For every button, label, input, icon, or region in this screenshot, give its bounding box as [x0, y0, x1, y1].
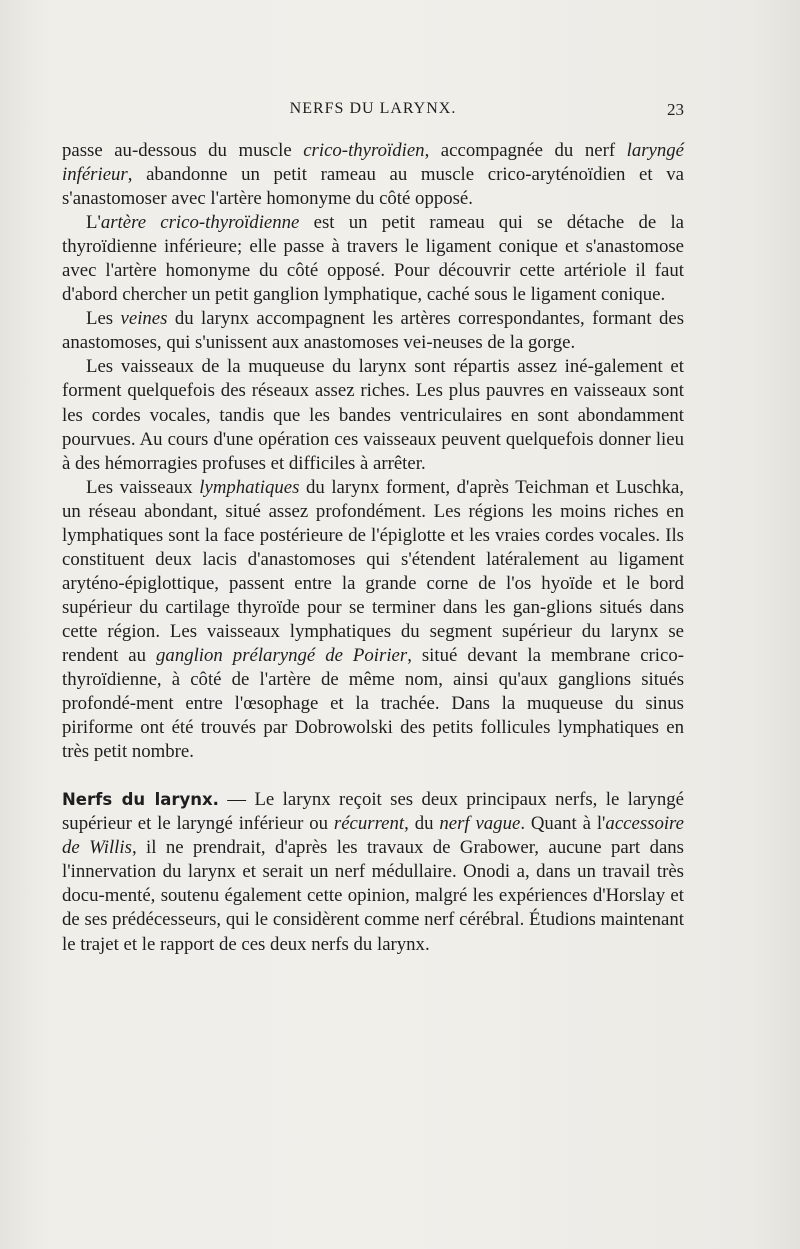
text-run: du larynx accompagnent les artères correspondantes, formant des anastomoses, qui s'unissent aux anastomoses vei-neuses de la gorge.: [62, 308, 684, 354]
paragraph-continuation: [62, 139, 684, 211]
text-run: , il ne prendrait, d'après les travaux de Grabower, aucune part dans l'innervation du larynx et serait un nerf médullaire. Onodi a, dans un travail très docu-menté, soutenu également cette opinion, malgré les expériences d'Horslay et de ses prédécesseurs, qui le considèrent comme nerf cérébral. Étudions maintenant le trajet et le rapport de ces deux nerfs du larynx.: [62, 837, 684, 955]
text-run: L': [86, 212, 101, 234]
body-text: [62, 139, 684, 957]
paragraph-lymphatics: [62, 476, 684, 765]
page-number: 23: [667, 100, 684, 119]
italic-term: laryngé inférieur: [62, 140, 684, 186]
paragraph-mucosa-vessels: [62, 355, 684, 475]
section-nerves-of-larynx: [62, 788, 684, 956]
italic-term: lymphatiques: [199, 476, 300, 498]
italic-term: ganglion prélaryngé de Poirier: [156, 644, 408, 666]
text-run: Les vaisseaux de la muqueuse du larynx sont répartis assez iné-galement et forment quelquefois des réseaux assez riches. Les plus pauvres en vaisseaux sont les cordes vocales, tandis que les bandes ventriculaires en sont abondamment pourvues. Au cours d'une opération ces vaisseaux peuvent quelquefois donner lieu à des hémorragies profuses et difficiles à arrêter.: [62, 356, 684, 474]
italic-term: veines: [120, 308, 168, 330]
italic-term: accessoire de Willis: [62, 813, 684, 859]
text-run: , abandonne un petit rameau au muscle crico-aryténoïdien et va s'anastomoser avec l'artère homonyme du côté opposé.: [62, 164, 684, 210]
text-run: Les vaisseaux: [86, 476, 200, 498]
text-run: passe au-dessous du muscle: [62, 140, 304, 161]
section-heading: Nerfs du larynx.: [62, 790, 219, 810]
running-title: NERFS DU LARYNX.: [289, 100, 457, 117]
italic-term: nerf vague: [439, 813, 521, 835]
text-run: — Le larynx reçoit ses deux principaux nerfs, le laryngé supérieur et le laryngé inférieur ou: [62, 789, 684, 835]
text-run: . Quant à l': [520, 813, 606, 835]
text-run: , accompagnée du nerf: [424, 140, 627, 161]
italic-term: artère crico-thyroïdienne: [100, 212, 300, 234]
text-run: Les: [86, 308, 121, 330]
text-run: , du: [404, 813, 440, 835]
text-run: est un petit rameau qui se détache de la thyroïdienne inférieure; elle passe à travers le ligament conique et s'anastomose avec l'artère homonyme du côté opposé. Pour découvrir cette artériole il faut d'abord chercher un petit ganglion lymphatique, caché sous le ligament conique.: [62, 212, 684, 306]
text-run: , situé devant la membrane crico-thyroïdienne, à côté de l'artère de même nom, ainsi qu'aux ganglions situés profondé-ment entre l'œsophage et la trachée. Dans la muqueuse du sinus piriforme ont été trouvés par Dobrowolski des petits follicules lymphatiques en très petit nombre.: [62, 644, 684, 763]
text-run: du larynx forment, d'après Teichman et Luschka, un réseau abondant, situé assez profondément. Les régions les moins riches en lymphatiques sont la face postérieure de l'épiglotte et les vraies cordes vocales. Ils constituent deux lacis d'anastomoses qui s'étendent latéralement au ligament aryténo-épiglottique, passent entre la grande corne de l'os hyoïde et le bord supérieur du cartilage thyroïde pour se terminer dans les gan-glions situés dans cette région. Les vaisseaux lymphatiques du segment supérieur du larynx se rendent au: [62, 476, 684, 666]
running-header: [62, 100, 684, 124]
paragraph-veins: [62, 307, 684, 355]
paragraph-crico-thyroid-artery: [62, 211, 684, 307]
italic-term: crico-thyroïdien: [303, 140, 425, 161]
italic-term: récurrent: [333, 813, 405, 835]
